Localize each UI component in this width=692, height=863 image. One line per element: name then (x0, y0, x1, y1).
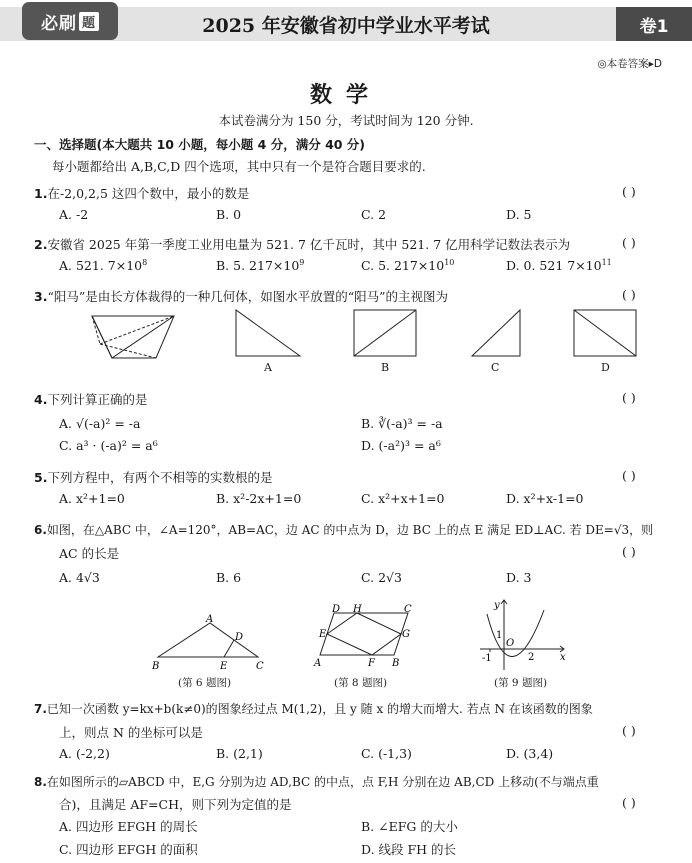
point-b-label: B (392, 658, 400, 669)
figure-9-parabola (472, 596, 572, 674)
point-c-label: C (404, 604, 412, 615)
option-c-figure (470, 308, 524, 360)
q1-option-a: A. -2 (59, 207, 89, 222)
q7-option-b: B. (2,1) (216, 746, 263, 761)
option-d-figure (572, 308, 638, 360)
option-a-figure (232, 308, 304, 360)
header (0, 0, 692, 44)
figure-9-caption: (第 9 题图) (494, 677, 548, 689)
q4-option-d: D. (-a²)³ = a⁶ (361, 438, 441, 453)
volume-badge: 卷1 (616, 7, 692, 41)
q7-option-c: C. (-1,3) (361, 746, 412, 761)
question-7-cont: 上，则点 N 的坐标可以是 (59, 725, 203, 740)
q5-option-b: B. x²-2x+1=0 (216, 491, 302, 506)
q2-option-b: B. 5. $217\times 10^9$ (216, 258, 305, 274)
answer-paren: ( ) (622, 287, 636, 302)
q6-option-b: B. 6 (216, 570, 242, 585)
point-e-label: E (220, 661, 228, 671)
origin-label: O (506, 638, 515, 649)
answer-paren: ( ) (622, 468, 636, 483)
point-c-label: C (256, 661, 264, 671)
brand-logo: 必刷 题 (22, 2, 118, 40)
q1-option-b: B. 0 (216, 207, 242, 222)
q1-option-d: D. 5 (506, 207, 532, 222)
point-g-label: G (402, 629, 410, 640)
point-e-label: E (319, 629, 327, 640)
option-a-label: A (264, 361, 272, 374)
q7-option-d: D. (3,4) (506, 746, 554, 761)
answer-paren: ( ) (622, 184, 636, 199)
figure-6-caption: (第 6 题图) (178, 677, 232, 689)
q2-option-a: A. 521. $7\times 10^8$ (59, 258, 148, 274)
x-axis-label: x (560, 652, 566, 663)
q4-option-a: A. √(-a)² = -a (59, 416, 141, 431)
q8-option-d: D. 线段 FH 的长 (361, 842, 457, 857)
q6-option-c: C. 2√3 (361, 570, 402, 585)
option-b-figure (352, 308, 418, 360)
q6-option-a: A. 4√3 (59, 570, 100, 585)
q6-option-d: D. 3 (506, 570, 532, 585)
point-d-label: D (332, 604, 341, 615)
q4-option-b: B. ∛(-a)³ = -a (361, 416, 443, 431)
q2-option-d: D. 0. 521 $7\times 10^{11}$ (506, 258, 612, 274)
exam-intro: 本试卷满分为 150 分，考试时间为 120 分钟. (218, 113, 474, 128)
question-3: 3.“阳马”是由长方体裁得的一种几何体，如图水平放置的“阳马”的主视图为 (34, 289, 449, 304)
answer-paren: ( ) (622, 795, 636, 810)
tick-two-label: 2 (528, 652, 535, 663)
q4-option-c: C. a³ · (-a)² = a⁶ (59, 438, 158, 453)
point-a-label: A (314, 658, 322, 669)
subject-title: 数学 (309, 83, 382, 108)
question-4: 4.下列计算正确的是 (34, 392, 148, 407)
answer-paren: ( ) (622, 544, 636, 559)
question-7: 7.已知一次函数 y=kx+b(k≠0)的图象经过点 M(1,2)，且 y 随 x 的增大而增大. 若点 N 在该函数的图象 (34, 702, 593, 716)
point-a-label: A (206, 614, 214, 625)
yangma-solid-figure (86, 308, 186, 368)
figure-8-parallelogram (312, 603, 416, 671)
tick-neg1-label: -1 (482, 653, 492, 664)
question-2: 2.安徽省 2025 年第一季度工业用电量为 521. 7 亿千瓦时，其中 521. 7 亿用科学记数法表示为 (34, 237, 571, 252)
figure-8-caption: (第 8 题图) (334, 677, 388, 689)
option-b-label: B (381, 361, 390, 374)
q8-option-a: A. 四边形 EFGH 的周长 (59, 819, 198, 834)
question-6: 6.如图，在△ABC 中，∠A=120°，AB=AC，边 AC 的中点为 D，边 BC 上的点 E 满足 ED⊥AC. 若 DE=√3，则 (34, 523, 654, 537)
q8-option-b: B. ∠EFG 的大小 (361, 819, 458, 834)
y-axis-label: y (494, 600, 500, 611)
exam-title: 2025 年安徽省初中学业水平考试 (202, 15, 490, 37)
option-d-label: D (601, 361, 610, 374)
figure-6-triangle (148, 613, 268, 671)
tick-one-label: 1 (496, 630, 503, 641)
question-8-cont: 合)，且满足 AF=CH，则下列为定值的是 (59, 797, 292, 812)
q5-option-d: D. x²+x-1=0 (506, 491, 584, 506)
q1-option-c: C. 2 (361, 207, 387, 222)
question-5: 5.下列方程中，有两个不相等的实数根的是 (34, 470, 273, 485)
q7-option-a: A. (-2,2) (59, 746, 110, 761)
q2-option-c: C. 5. $217\times 10^{10}$ (361, 258, 455, 274)
q5-option-c: C. x²+x+1=0 (361, 491, 445, 506)
question-8: 8.在如图所示的▱ABCD 中，E,G 分别为边 AD,BC 的中点，点 F,H 分别在边 AB,CD 上移动(不与端点重 (34, 775, 599, 789)
section-title: 一、选择题(本大题共 10 小题，每小题 4 分，满分 40 分) (34, 137, 366, 152)
answer-paren: ( ) (622, 723, 636, 738)
q5-option-a: A. x²+1=0 (59, 491, 125, 506)
question-1: 1.在-2,0,2,5 这四个数中，最小的数是 (34, 186, 250, 201)
answer-paren: ( ) (622, 390, 636, 405)
section-instruction: 每小题都给出 A,B,C,D 四个选项，其中只有一个是符合题目要求的. (52, 159, 426, 174)
answer-paren: ( ) (622, 235, 636, 250)
option-c-label: C (491, 361, 500, 374)
point-f-label: F (368, 658, 375, 669)
answer-link[interactable]: ◎本卷答案▸D (597, 58, 662, 70)
q8-option-c: C. 四边形 EFGH 的面积 (59, 842, 198, 857)
question-6-cont: AC 的长是 (59, 546, 120, 561)
point-h-label: H (353, 604, 362, 615)
point-d-label: D (235, 632, 244, 643)
point-b-label: B (152, 661, 160, 671)
